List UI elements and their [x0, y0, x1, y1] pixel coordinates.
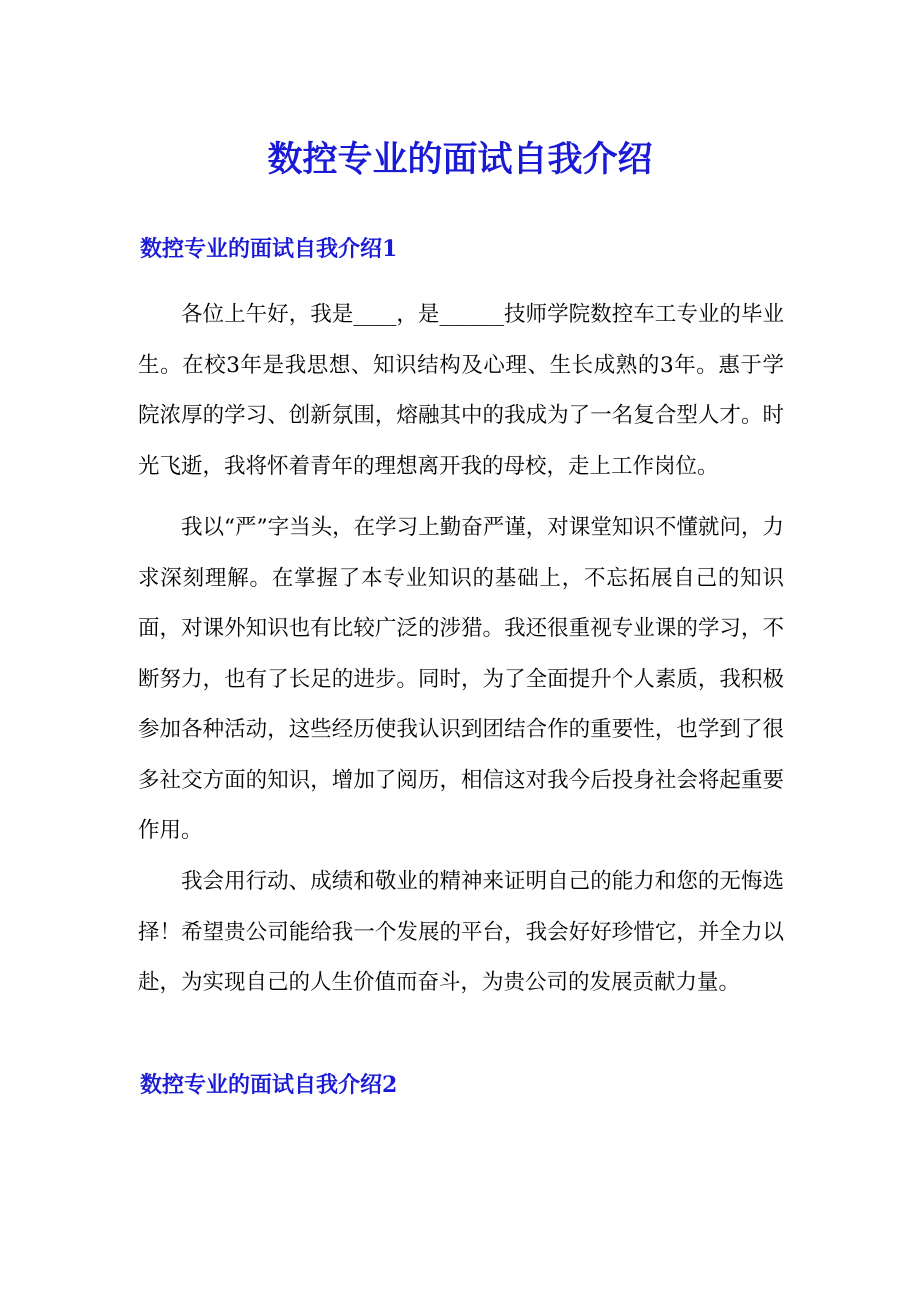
page-title: 数控专业的面试自我介绍 [267, 139, 653, 180]
paragraph: 我以“严”字当头，在学习上勤奋严谨，对课堂知识不懂就问，力求深刻理解。在掌握了本专业知识的基础上，不忘拓展自己的知识面，对课外知识也有比较广泛的涉猎。我还很重视专业课的学习，不断努力，也有了长足的进步。同时，为了全面提升个人素质，我积极参加各种活动，这些经历使我认识到团结合作的重要性，也学到了很多社交方面的知识，增加了阅历，相信这对我今后投身社会将起重要作用。 [138, 515, 784, 843]
section-heading-2: 数控专业的面试自我介绍2 [140, 1072, 398, 1098]
paragraph: 我会用行动、成绩和敬业的精神来证明自己的能力和您的无悔选择！希望贵公司能给我一个发展的平台，我会好好珍惜它，并全力以赴，为实现自己的人生价值而奋斗，为贵公司的发展贡献力量。 [138, 869, 784, 995]
paragraph: 各位上午好，我是____，是______技师学院数控车工专业的毕业生。在校3年是我思想、知识结构及心理、生长成熟的3年。惠于学院浓厚的学习、创新氛围，熔融其中的我成为了一名复合型人才。时光飞逝，我将怀着青年的理想离开我的母校，走上工作岗位。 [138, 302, 784, 479]
section-heading-1: 数控专业的面试自我介绍1 [140, 236, 398, 262]
